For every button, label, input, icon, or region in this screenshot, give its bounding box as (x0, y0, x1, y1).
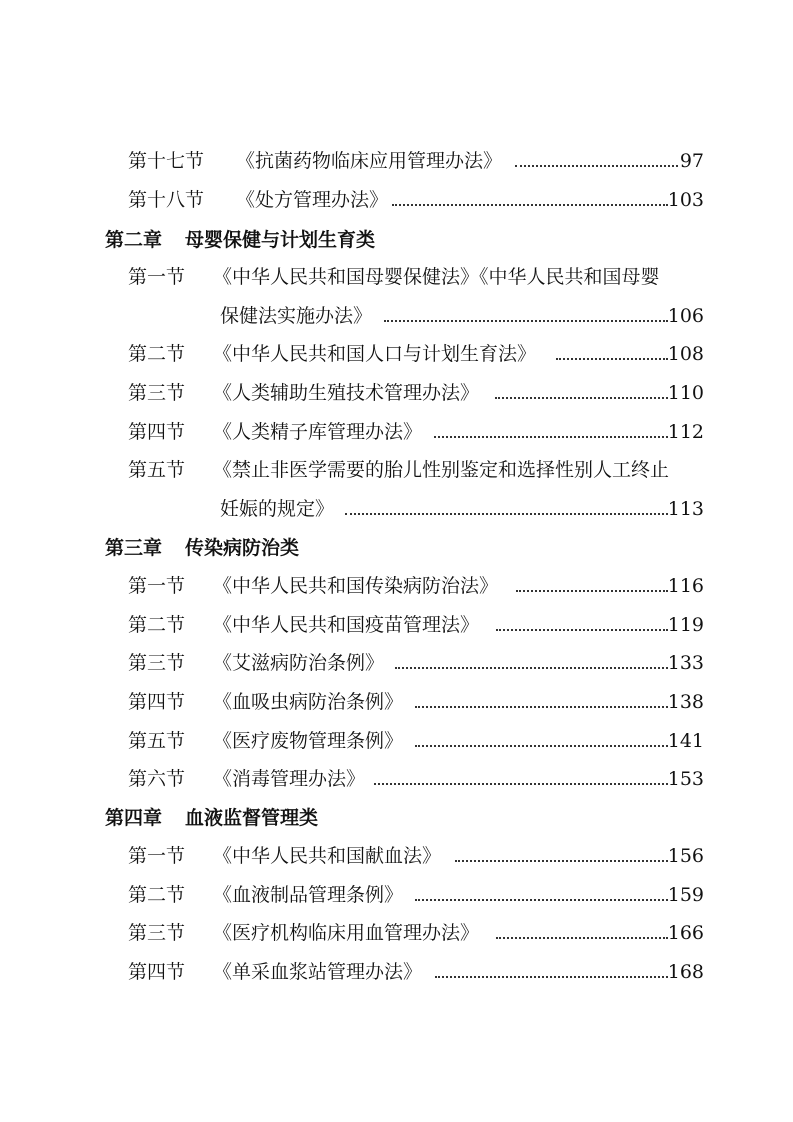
entry-title: 《医疗机构临床用血管理办法》 (213, 922, 480, 944)
toc-entry[interactable] (0, 262, 793, 292)
section-label: 第二节 (128, 343, 186, 365)
section-label: 第二节 (128, 884, 186, 906)
toc-entry[interactable] (0, 764, 793, 794)
section-label: 第四节 (128, 961, 186, 983)
entry-title: 《中华人民共和国疫苗管理法》 (213, 614, 480, 636)
chapter-heading[interactable] (105, 225, 705, 255)
entry-title: 《血吸虫病防治条例》 (213, 691, 404, 713)
page-number: 116 (667, 575, 704, 597)
dot-leader (392, 204, 668, 206)
dot-leader (435, 976, 668, 978)
page-number: 168 (667, 961, 704, 983)
chapter-label: 第三章 (105, 537, 163, 559)
dot-leader (516, 590, 668, 592)
toc-entry[interactable] (0, 417, 793, 447)
page-number: 119 (667, 614, 704, 636)
entry-title: 《中华人民共和国人口与计划生育法》 (213, 343, 537, 365)
entry-title: 《中华人民共和国母婴保健法》《中华人民共和国母婴 (213, 266, 660, 288)
dot-leader (495, 397, 668, 399)
entry-title: 《处方管理办法》 (236, 189, 389, 211)
dot-leader (515, 165, 678, 167)
dot-leader (384, 320, 668, 322)
section-label: 第十七节 (128, 150, 205, 172)
chapter-title: 传染病防治类 (185, 537, 300, 559)
section-label: 第三节 (128, 922, 186, 944)
toc-entry[interactable] (0, 185, 793, 215)
page-number: 103 (667, 189, 704, 211)
page-number: 108 (667, 343, 704, 365)
toc-entry[interactable] (0, 880, 793, 910)
dot-leader (415, 899, 668, 901)
toc-entry[interactable] (0, 957, 793, 987)
section-label: 第一节 (128, 845, 186, 867)
page-number: 159 (667, 884, 704, 906)
dot-leader (496, 629, 668, 631)
entry-title-continued: 保健法实施办法》 (220, 305, 373, 327)
entry-title: 《中华人民共和国传染病防治法》 (213, 575, 499, 597)
toc-entry[interactable] (0, 455, 793, 485)
toc-entry[interactable] (0, 146, 793, 176)
toc-entry[interactable] (0, 726, 793, 756)
chapter-label: 第四章 (105, 807, 163, 829)
toc-entry-continued[interactable] (0, 494, 793, 524)
chapter-heading[interactable] (105, 533, 705, 563)
toc-entry-continued[interactable] (0, 301, 793, 331)
dot-leader (374, 783, 668, 785)
entry-title: 《血液制品管理条例》 (213, 884, 404, 906)
entry-title-continued: 妊娠的规定》 (220, 498, 335, 520)
chapter-title: 母婴保健与计划生育类 (185, 229, 376, 251)
section-label: 第二节 (128, 614, 186, 636)
toc-entry[interactable] (0, 378, 793, 408)
toc-entry[interactable] (0, 918, 793, 948)
section-label: 第三节 (128, 652, 186, 674)
section-label: 第四节 (128, 421, 186, 443)
page-number: 156 (667, 845, 704, 867)
page-number: 112 (667, 421, 704, 443)
page-number: 153 (667, 768, 704, 790)
section-label: 第四节 (128, 691, 186, 713)
chapter-title: 血液监督管理类 (185, 807, 319, 829)
page-number: 166 (667, 922, 704, 944)
dot-leader (415, 745, 668, 747)
entry-title: 《抗菌药物临床应用管理办法》 (236, 150, 503, 172)
section-label: 第一节 (128, 575, 186, 597)
toc-entry[interactable] (0, 610, 793, 640)
dot-leader (455, 860, 668, 862)
entry-title: 《单采血浆站管理办法》 (213, 961, 423, 983)
entry-title: 《医疗废物管理条例》 (213, 730, 404, 752)
section-label: 第十八节 (128, 189, 205, 211)
section-label: 第三节 (128, 382, 186, 404)
dot-leader (434, 436, 668, 438)
entry-title: 《消毒管理办法》 (213, 768, 366, 790)
toc-entry[interactable] (0, 648, 793, 678)
dot-leader (496, 937, 668, 939)
toc-entry[interactable] (0, 841, 793, 871)
page-number: 106 (667, 305, 704, 327)
entry-title: 《中华人民共和国献血法》 (213, 845, 442, 867)
toc-entry[interactable] (0, 339, 793, 369)
page-number: 133 (667, 652, 704, 674)
page-number: 113 (667, 498, 704, 520)
page-number: 141 (667, 730, 704, 752)
section-label: 第五节 (128, 459, 186, 481)
dot-leader (556, 358, 668, 360)
section-label: 第六节 (128, 768, 186, 790)
page-number: 110 (667, 382, 704, 404)
toc-entry[interactable] (0, 687, 793, 717)
page-number: 138 (667, 691, 704, 713)
dot-leader (345, 513, 668, 515)
chapter-heading[interactable] (105, 803, 705, 833)
toc-entry[interactable] (0, 571, 793, 601)
entry-title: 《人类辅助生殖技术管理办法》 (213, 382, 480, 404)
dot-leader (415, 706, 668, 708)
entry-title: 《禁止非医学需要的胎儿性别鉴定和选择性别人工终止 (213, 459, 670, 481)
chapter-label: 第二章 (105, 229, 163, 251)
section-label: 第五节 (128, 730, 186, 752)
entry-title: 《人类精子库管理办法》 (213, 421, 423, 443)
page-number: 97 (679, 150, 704, 172)
section-label: 第一节 (128, 266, 186, 288)
dot-leader (395, 667, 668, 669)
entry-title: 《艾滋病防治条例》 (213, 652, 385, 674)
